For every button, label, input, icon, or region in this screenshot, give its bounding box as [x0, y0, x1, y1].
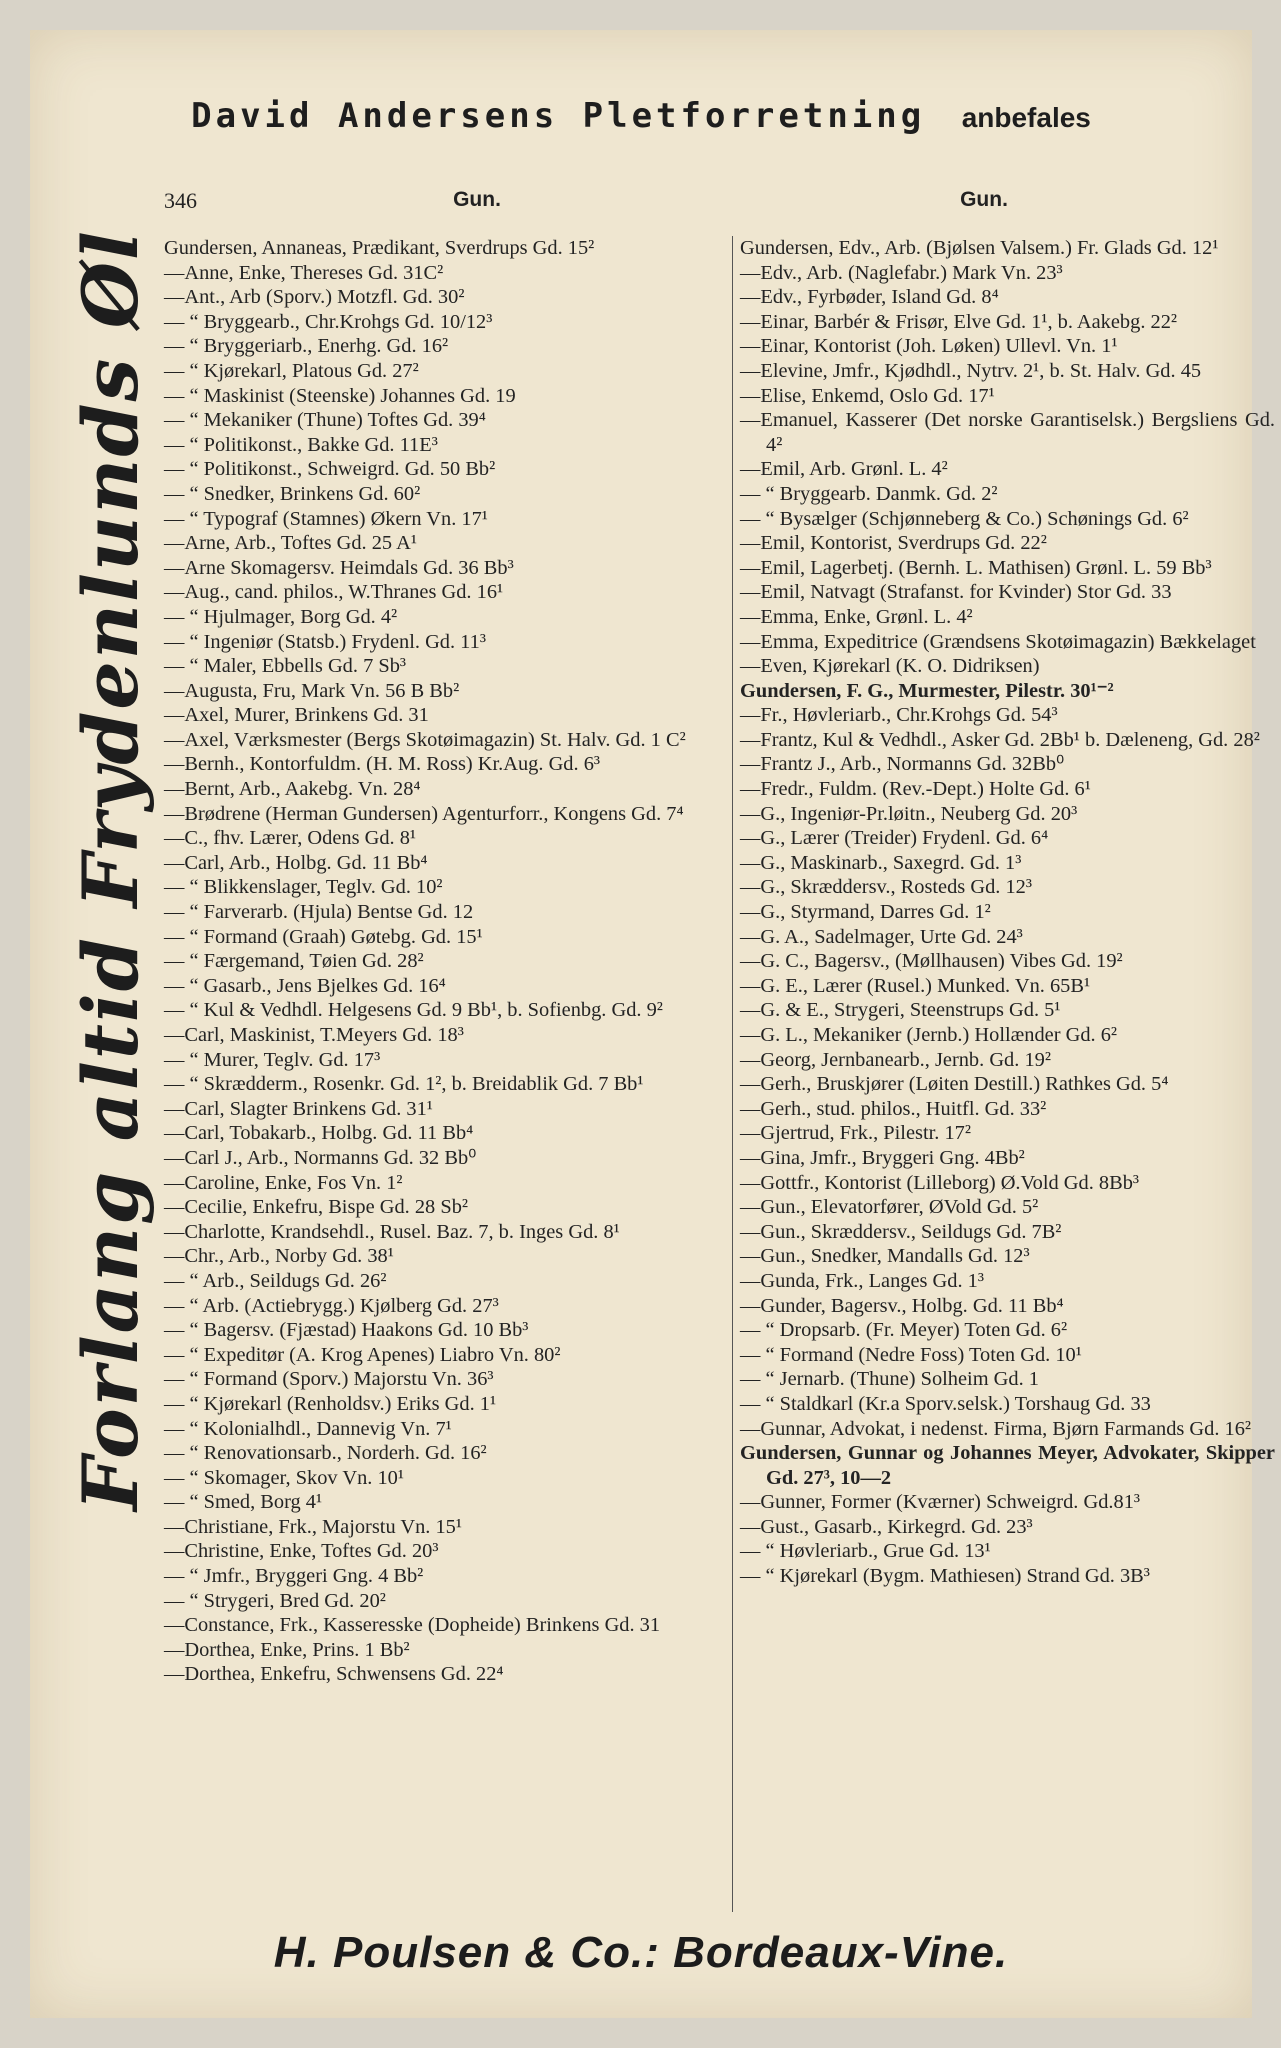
directory-entry: —G. E., Lærer (Rusel.) Munked. Vn. 65B¹ [740, 974, 1091, 997]
directory-entry: —Emil, Kontorist, Sverdrups Gd. 22² [740, 532, 1047, 555]
directory-entry: —Augusta, Fru, Mark Vn. 56 B Bb² [164, 679, 460, 702]
directory-entry: —Gina, Jmfr., Bryggeri Gng. 4Bb² [740, 1146, 1025, 1169]
directory-entry: —G., Styrmand, Darres Gd. 1² [740, 901, 991, 924]
directory-entry: —Even, Kjørekarl (K. O. Didriksen) [740, 655, 1040, 678]
directory-entry: — “ Kolonialhdl., Dannevig Vn. 7¹ [164, 1417, 452, 1440]
directory-entry: —Emanuel, Kasserer (Det norske Garantiselsk.) Bergsliens Gd. 4² [740, 409, 1275, 456]
directory-entry: —Caroline, Enke, Fos Vn. 1² [164, 1171, 403, 1194]
directory-entry: — “ Maskinist (Steenske) Johannes Gd. 19 [164, 384, 516, 407]
banner-main-text: David Andersens Pletforretning [191, 96, 926, 136]
directory-entry: —Christine, Enke, Toftes Gd. 20³ [164, 1540, 439, 1563]
directory-entry: —Gerh., Bruskjører (Løiten Destill.) Rathkes Gd. 5⁴ [740, 1073, 1169, 1096]
directory-entry: —Einar, Barbér & Frisør, Elve Gd. 1¹, b. Aakebg. 22² [740, 310, 1178, 333]
directory-entry: —Carl J., Arb., Normanns Gd. 32 Bb⁰ [164, 1146, 477, 1169]
directory-entry: — “ Expeditør (A. Krog Apenes) Liabro Vn. 80² [164, 1343, 561, 1366]
directory-entry: — “ Skomager, Skov Vn. 10¹ [164, 1466, 404, 1489]
directory-entry: — “ Færgemand, Tøien Gd. 28² [164, 950, 424, 973]
directory-entry: —Constance, Frk., Kasseresske (Dopheide) Brinkens Gd. 31 [164, 1614, 661, 1637]
directory-entry: — “ Jernarb. (Thune) Solheim Gd. 1 [740, 1368, 1039, 1391]
directory-entry: — “ Arb., Seildugs Gd. 26² [164, 1269, 387, 1292]
banner-tail-text: anbefales [961, 102, 1091, 133]
directory-entry: —Arne, Arb., Toftes Gd. 25 A¹ [164, 532, 417, 555]
right-column-entries [740, 236, 1275, 1912]
directory-entry: —Edv., Fyrbøder, Island Gd. 8⁴ [740, 286, 999, 309]
directory-entry: —Carl, Maskinist, T.Meyers Gd. 18³ [164, 1024, 464, 1046]
directory-entry: — “ Smed, Borg 4¹ [164, 1491, 323, 1514]
directory-entry: — “ Høvleriarb., Grue Gd. 13¹ [740, 1540, 991, 1563]
directory-entry: —Gunder, Bagersv., Holbg. Gd. 11 Bb⁴ [740, 1294, 1064, 1317]
directory-entry: —Gun., Snedker, Mandalls Gd. 12³ [740, 1245, 1030, 1268]
running-head-right: Gun. [960, 188, 1008, 211]
directory-entry: —Elevine, Jmfr., Kjødhdl., Nytrv. 2¹, b. St. Halv. Gd. 45 [740, 359, 1202, 382]
directory-entry: — “ Kjørekarl (Bygm. Mathiesen) Strand Gd. 3B³ [740, 1565, 1150, 1588]
directory-entry: — “ Strygeri, Bred Gd. 20² [164, 1589, 386, 1612]
directory-entry: —G., Skræddersv., Rosteds Gd. 12³ [740, 876, 1032, 899]
directory-entry: —Brødrene (Herman Gundersen) Agenturforr., Kongens Gd. 7⁴ [164, 802, 684, 825]
directory-entry: —Aug., cand. philos., W.Thranes Gd. 16¹ [164, 581, 504, 604]
directory-entry: —Carl, Arb., Holbg. Gd. 11 Bb⁴ [164, 851, 428, 874]
directory-entry: Gundersen, Gunnar og Johannes Meyer, Advokater, Skipper Gd. 27³, 10—2 [740, 1442, 1275, 1489]
directory-entry: —Carl, Tobakarb., Holbg. Gd. 11 Bb⁴ [164, 1122, 474, 1145]
directory-entry: —Gerh., stud. philos., Huitfl. Gd. 33² [740, 1097, 1047, 1120]
directory-entry: — “ Bryggearb., Chr.Krohgs Gd. 10/12³ [164, 310, 493, 333]
column-divider [732, 236, 733, 1912]
directory-entry: —Frantz J., Arb., Normanns Gd. 32Bb⁰ [740, 753, 1065, 776]
directory-entry: —Gottfr., Kontorist (Lilleborg) Ø.Vold Gd. 8Bb³ [740, 1171, 1139, 1194]
directory-entry: —Axel, Værksmester (Bergs Skotøimagazin) St. Halv. Gd. 1 C² [164, 728, 686, 751]
directory-entry: —Ant., Arb (Sporv.) Motzfl. Gd. 30² [164, 286, 465, 309]
page-number: 346 [164, 188, 197, 213]
directory-entry: —G. A., Sadelmager, Urte Gd. 24³ [740, 925, 1023, 948]
directory-entry: — “ Bryggearb. Danmk. Gd. 2² [740, 482, 998, 505]
directory-entry: —C., fhv. Lærer, Odens Gd. 8¹ [164, 827, 417, 850]
directory-entry: — “ Politikonst., Bakke Gd. 11E³ [164, 433, 438, 456]
directory-entry: —G. L., Mekaniker (Jernb.) Hollænder Gd. 6² [740, 1024, 1118, 1046]
directory-entry: —Emma, Expeditrice (Grændsens Skotøimagazin) Bækkelaget [740, 630, 1256, 653]
directory-entry: —Arne Skomagersv. Heimdals Gd. 36 Bb³ [164, 556, 514, 579]
directory-entry: —G., Lærer (Treider) Frydenl. Gd. 6⁴ [740, 827, 1049, 850]
directory-entry: — “ Politikonst., Schweigrd. Gd. 50 Bb² [164, 458, 496, 481]
top-advert-banner [30, 96, 1252, 144]
footer-advert: H. Poulsen & Co.: Bordeaux-Vine. [273, 1928, 1009, 1977]
directory-entry: —Gunda, Frk., Langes Gd. 1³ [740, 1269, 984, 1292]
directory-entry: — “ Dropsarb. (Fr. Meyer) Toten Gd. 6² [740, 1319, 1068, 1342]
directory-entry: —Christiane, Frk., Majorstu Vn. 15¹ [164, 1515, 462, 1538]
directory-entry: —Chr., Arb., Norby Gd. 38¹ [164, 1245, 394, 1268]
directory-entry: —G. C., Bagersv., (Møllhausen) Vibes Gd. 19² [740, 950, 1123, 973]
directory-entry: — “ Snedker, Brinkens Gd. 60² [164, 482, 421, 505]
directory-entry: — “ Staldkarl (Kr.a Sporv.selsk.) Torshaug Gd. 33 [740, 1392, 1151, 1415]
directory-entry: —Dorthea, Enke, Prins. 1 Bb² [164, 1638, 410, 1661]
directory-entry: — “ Bagersv. (Fjæstad) Haakons Gd. 10 Bb³ [164, 1319, 529, 1342]
directory-entry: —Fr., Høvleriarb., Chr.Krohgs Gd. 54³ [740, 704, 1058, 727]
directory-entry: —Bernt, Arb., Aakebg. Vn. 28⁴ [164, 778, 421, 801]
directory-entry: — “ Formand (Graah) Gøtebg. Gd. 15¹ [164, 925, 483, 948]
directory-entry: —Bernh., Kontorfuldm. (H. M. Ross) Kr.Aug. Gd. 6³ [164, 753, 600, 776]
directory-entry: —Frantz, Kul & Vedhdl., Asker Gd. 2Bb¹ b. Dæleneng, Gd. 28² [740, 728, 1260, 751]
directory-entry: —Gust., Gasarb., Kirkegrd. Gd. 23³ [740, 1515, 1033, 1538]
side-advert: Forlang altid Frydenlunds Øl [66, 229, 155, 1511]
directory-entry: —Emma, Enke, Grønl. L. 4² [740, 605, 973, 628]
directory-entry: — “ Maler, Ebbells Gd. 7 Sb³ [164, 655, 407, 678]
directory-entry: — “ Jmfr., Bryggeri Gng. 4 Bb² [164, 1565, 424, 1588]
left-column-entries [164, 236, 722, 1912]
directory-entry: — “ Formand (Sporv.) Majorstu Vn. 36³ [164, 1368, 494, 1391]
directory-entry: —Anne, Enke, Thereses Gd. 31C² [164, 261, 444, 284]
directory-entry: —Einar, Kontorist (Joh. Løken) Ullevl. Vn. 1¹ [740, 335, 1118, 358]
directory-entry: —Charlotte, Krandsehdl., Rusel. Baz. 7, b. Inges Gd. 8¹ [164, 1220, 620, 1243]
directory-entry: — “ Arb. (Actiebrygg.) Kjølberg Gd. 27³ [164, 1294, 499, 1317]
directory-entry: —Gun., Skræddersv., Seildugs Gd. 7B² [740, 1220, 1062, 1243]
directory-entry: —Cecilie, Enkefru, Bispe Gd. 28 Sb² [164, 1196, 468, 1219]
directory-entry: — “ Skrædderm., Rosenkr. Gd. 1², b. Breidablik Gd. 7 Bb¹ [164, 1073, 644, 1096]
directory-entry: —Gunner, Former (Kværner) Schweigrd. Gd.81³ [740, 1491, 1140, 1514]
directory-entry: — “ Blikkenslager, Teglv. Gd. 10² [164, 876, 443, 899]
directory-entry: — “ Kjørekarl (Renholdsv.) Eriks Gd. 1¹ [164, 1392, 497, 1415]
directory-page [30, 30, 1275, 2018]
directory-entry: —Georg, Jernbanearb., Jernb. Gd. 19² [740, 1048, 1051, 1071]
directory-entry: — “ Gasarb., Jens Bjelkes Gd. 16⁴ [164, 974, 446, 997]
directory-entry: —Carl, Slagter Brinkens Gd. 31¹ [164, 1097, 433, 1120]
directory-entry: — “ Renovationsarb., Norderh. Gd. 16² [164, 1442, 487, 1465]
directory-entry: — “ Bysælger (Schjønneberg & Co.) Schønings Gd. 6² [740, 507, 1189, 530]
directory-entry: — “ Farverarb. (Hjula) Bentse Gd. 12 [164, 901, 474, 924]
directory-entry: — “ Ingeniør (Statsb.) Frydenl. Gd. 11³ [164, 630, 486, 653]
directory-entry: Gundersen, Edv., Arb. (Bjølsen Valsem.) Fr. Glads Gd. 12¹ [740, 237, 1219, 259]
directory-entry: —Emil, Arb. Grønl. L. 4² [740, 458, 948, 481]
directory-entry: — “ Mekaniker (Thune) Toftes Gd. 39⁴ [164, 409, 486, 432]
directory-entry: —Axel, Murer, Brinkens Gd. 31 [164, 704, 429, 727]
directory-entry: — “ Bryggeriarb., Enerhg. Gd. 16² [164, 335, 449, 358]
directory-entry: —Dorthea, Enkefru, Schwensens Gd. 22⁴ [164, 1663, 504, 1686]
directory-entry: —Emil, Lagerbetj. (Bernh. L. Mathisen) Grønl. L. 59 Bb³ [740, 556, 1212, 579]
directory-entry: — “ Murer, Teglv. Gd. 17³ [164, 1048, 381, 1071]
directory-entry: — “ Kjørekarl, Platous Gd. 27² [164, 359, 419, 382]
directory-entry: — “ Hjulmager, Borg Gd. 4² [164, 605, 398, 628]
directory-entry: —Gun., Elevatorfører, ØVold Gd. 5² [740, 1196, 1039, 1219]
directory-entry: — “ Typograf (Stamnes) Økern Vn. 17¹ [164, 507, 488, 530]
directory-entry: Gundersen, F. G., Murmester, Pilestr. 30¹⁻² [740, 679, 1114, 702]
directory-entry: Gundersen, Annaneas, Prædikant, Sverdrups Gd. 15² [164, 237, 595, 259]
directory-entry: —G., Maskinarb., Saxegrd. Gd. 1³ [740, 851, 1022, 874]
directory-entry: —G., Ingeniør-Pr.løitn., Neuberg Gd. 20³ [740, 802, 1078, 825]
directory-entry: — “ Kul & Vedhdl. Helgesens Gd. 9 Bb¹, b. Sofienbg. Gd. 9² [164, 999, 663, 1022]
running-head-left: Gun. [453, 188, 501, 211]
directory-entry: —Edv., Arb. (Naglefabr.) Mark Vn. 23³ [740, 261, 1063, 284]
directory-entry: —Gunnar, Advokat, i nedenst. Firma, Bjørn Farmands Gd. 16² [740, 1417, 1252, 1440]
directory-entry: —Elise, Enkemd, Oslo Gd. 17¹ [740, 384, 995, 407]
directory-entry: —Emil, Natvagt (Strafanst. for Kvinder) Stor Gd. 33 [740, 581, 1172, 604]
directory-entry: —G. & E., Strygeri, Steenstrups Gd. 5¹ [740, 999, 1061, 1022]
directory-entry: —Gjertrud, Frk., Pilestr. 17² [740, 1122, 971, 1145]
directory-entry: —Fredr., Fuldm. (Rev.-Dept.) Holte Gd. 6¹ [740, 778, 1091, 801]
directory-entry: — “ Formand (Nedre Foss) Toten Gd. 10¹ [740, 1343, 1082, 1366]
